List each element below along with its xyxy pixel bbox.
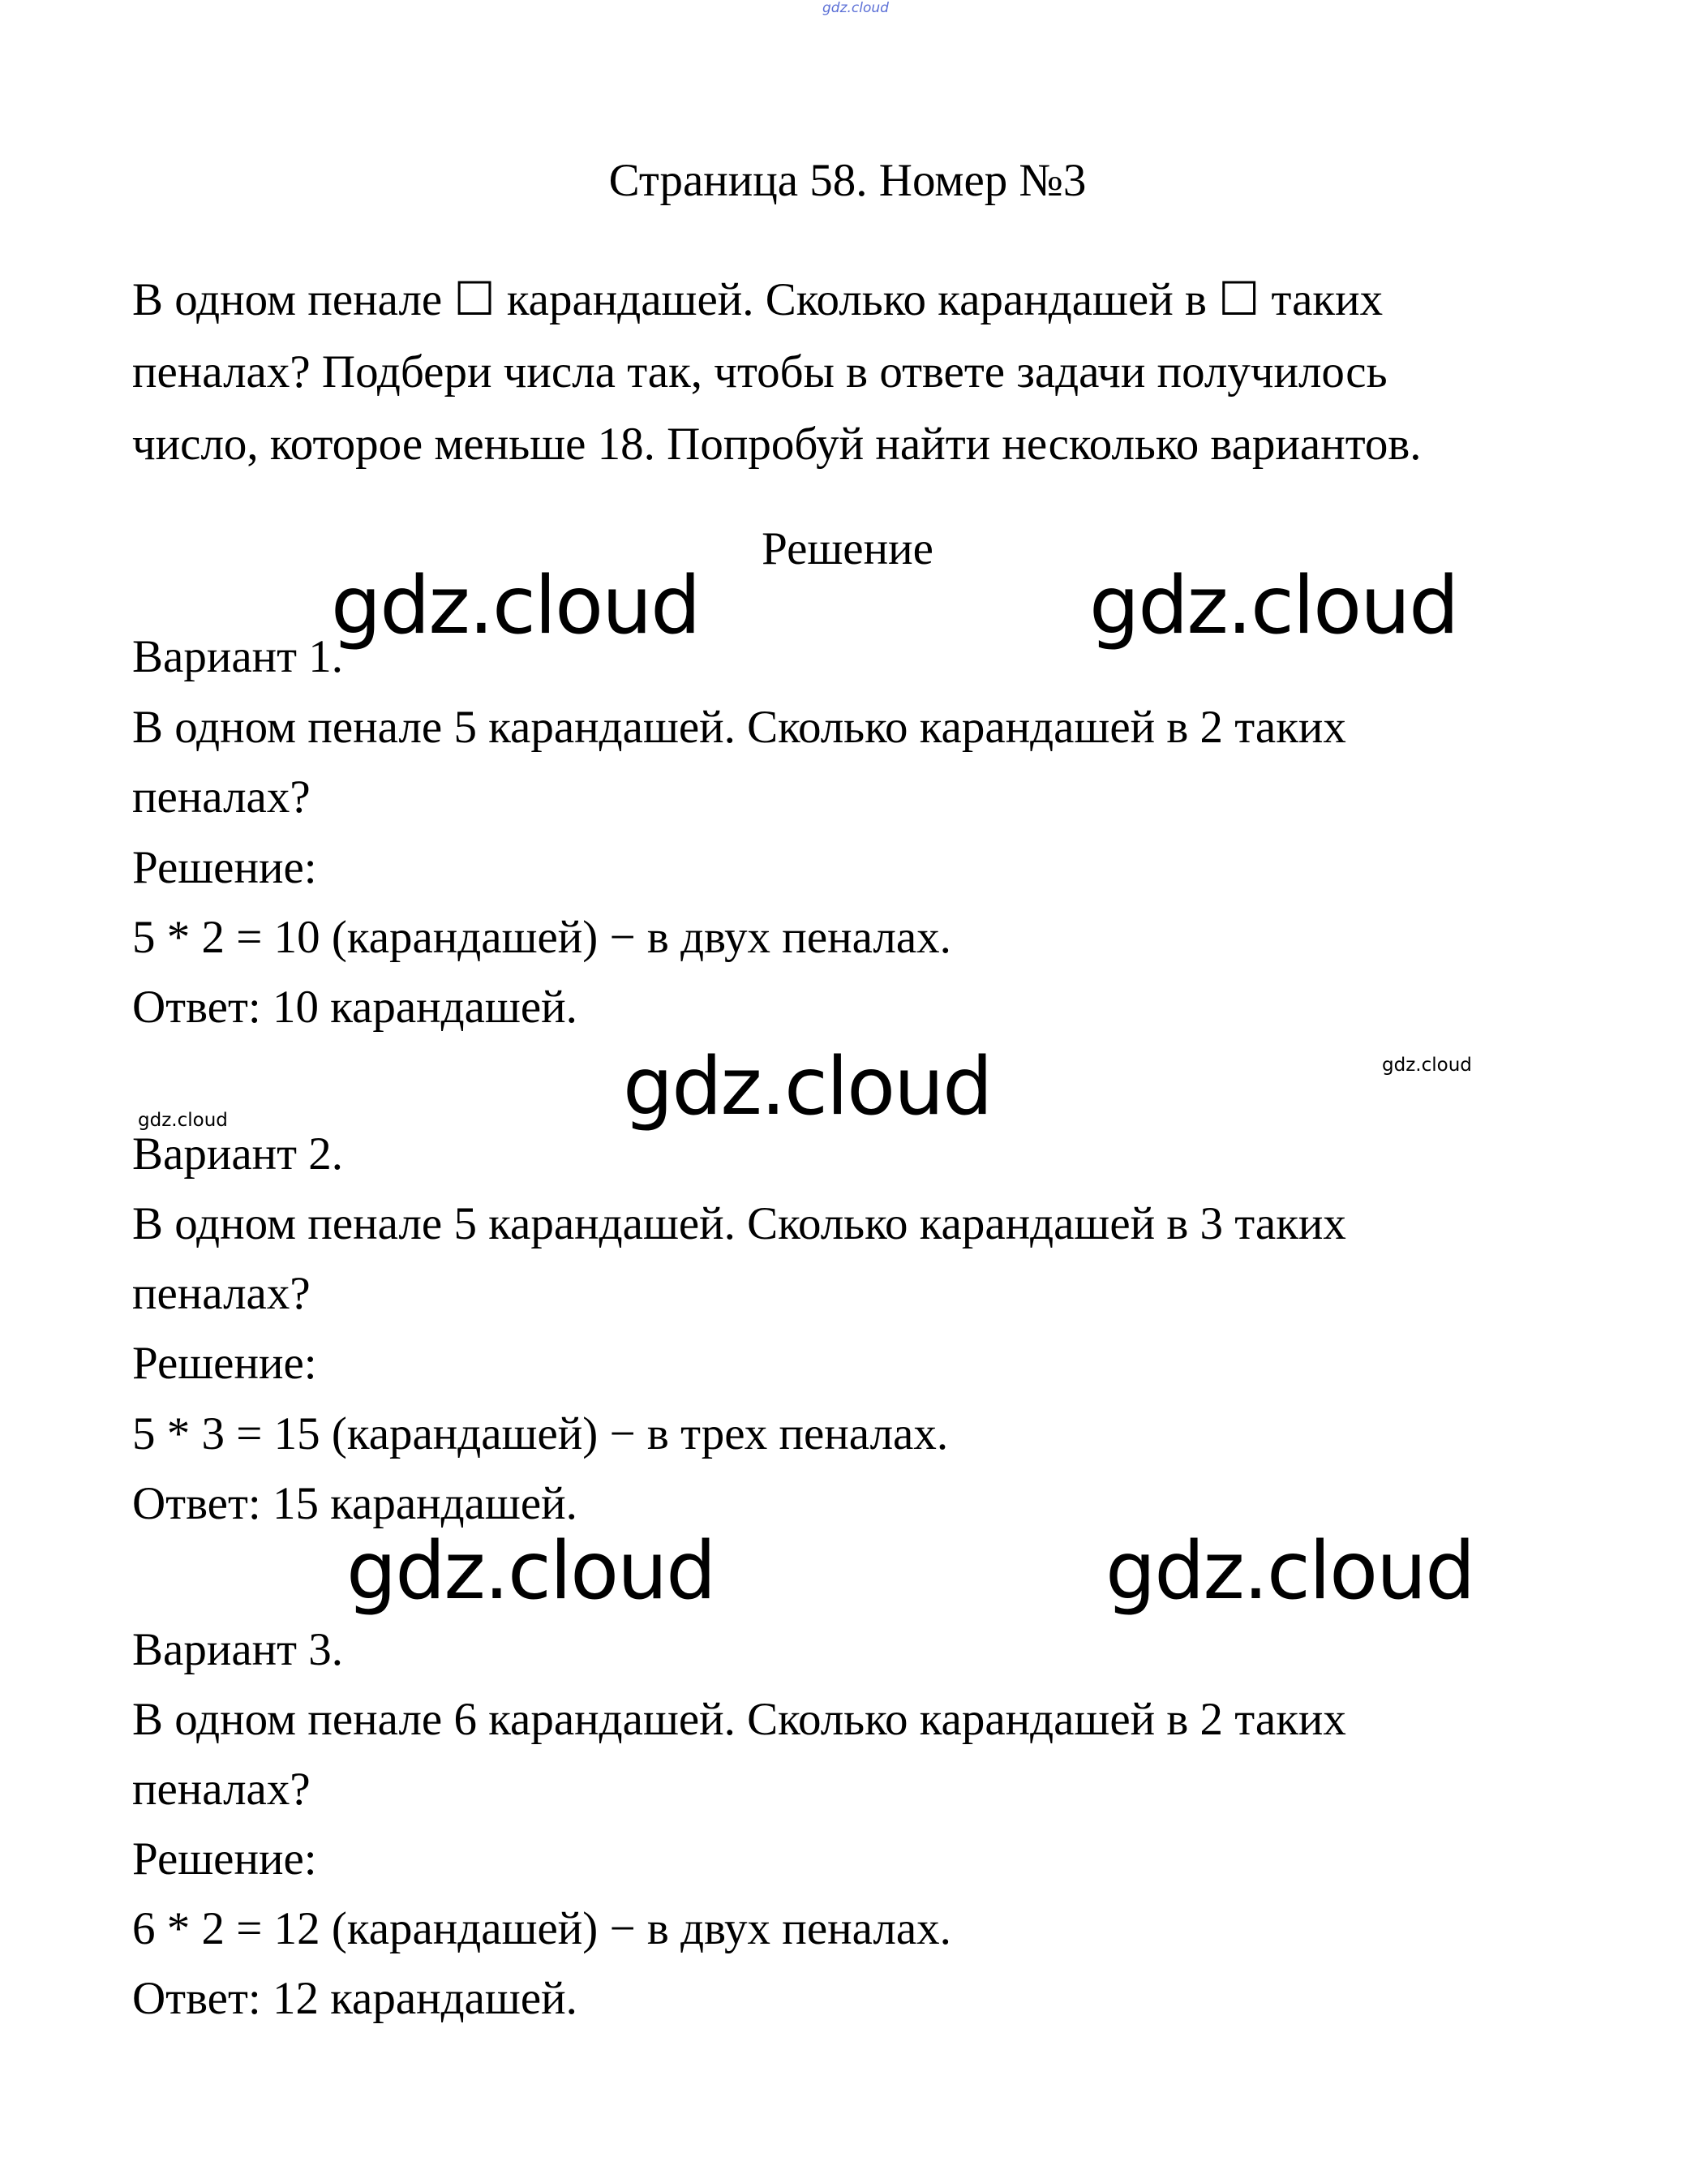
- problem-line: В одном пенале ☐ карандашей. Сколько карандашей в ☐ таких: [132, 274, 1384, 325]
- variant-3-answer: Ответ: 12 карандашей.: [132, 1973, 577, 2024]
- variant-3-solution-label: Решение:: [132, 1833, 317, 1885]
- variant-2-question-line2: пеналах?: [132, 1268, 311, 1319]
- problem-statement: [132, 264, 1592, 480]
- variant-2-solution-label: Решение:: [132, 1338, 317, 1389]
- watermark-large: gdz.cloud: [331, 560, 700, 652]
- watermark-large: gdz.cloud: [1089, 560, 1458, 652]
- problem-line: число, которое меньше 18. Попробуй найти несколько вариантов.: [132, 419, 1422, 470]
- variant-1-question-line2: пеналах?: [132, 771, 311, 823]
- watermark-large: gdz.cloud: [623, 1041, 992, 1133]
- variant-3-question-line2: пеналах?: [132, 1764, 311, 1815]
- watermark-large: gdz.cloud: [1105, 1525, 1474, 1618]
- solution-heading: Решение: [762, 523, 933, 574]
- variant-2-answer: Ответ: 15 карандашей.: [132, 1478, 577, 1529]
- variant-1-title: Вариант 1.: [132, 631, 344, 682]
- variant-3-title: Вариант 3.: [132, 1624, 344, 1675]
- variant-2-calculation: 5 * 3 = 15 (карандашей) − в трех пеналах.: [132, 1408, 949, 1459]
- variant-2-title: Вариант 2.: [132, 1128, 344, 1180]
- watermark-small: gdz.cloud: [1382, 1055, 1472, 1076]
- variant-1-answer: Ответ: 10 карандашей.: [132, 982, 577, 1033]
- watermark-small: gdz.cloud: [138, 1110, 228, 1131]
- variant-1-question-line1: В одном пенале 5 карандашей. Сколько карандашей в 2 таких: [132, 702, 1346, 753]
- watermark-top: gdz.cloud: [822, 0, 889, 16]
- watermark-large: gdz.cloud: [346, 1525, 715, 1618]
- variant-1-solution-label: Решение:: [132, 842, 317, 893]
- page-title: Страница 58. Номер №3: [608, 155, 1087, 206]
- variant-2-question-line1: В одном пенале 5 карандашей. Сколько карандашей в 3 таких: [132, 1198, 1346, 1249]
- variant-1-calculation: 5 * 2 = 10 (карандашей) − в двух пеналах.: [132, 912, 951, 963]
- problem-line: пеналах? Подбери числа так, чтобы в ответе задачи получилось: [132, 346, 1388, 398]
- variant-3-calculation: 6 * 2 = 12 (карандашей) − в двух пеналах.: [132, 1903, 951, 1954]
- variant-3-question-line1: В одном пенале 6 карандашей. Сколько карандашей в 2 таких: [132, 1694, 1346, 1745]
